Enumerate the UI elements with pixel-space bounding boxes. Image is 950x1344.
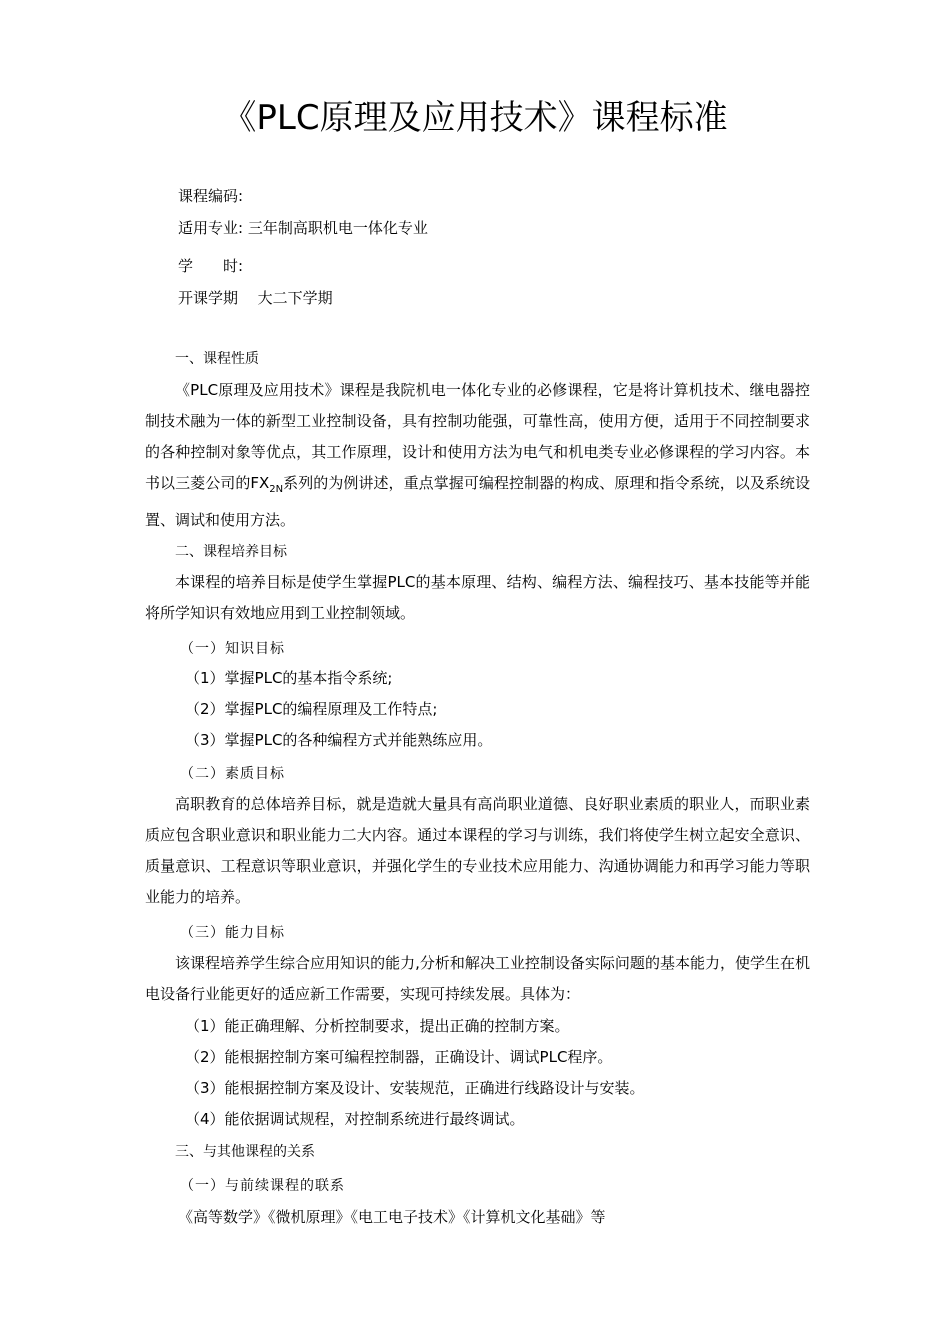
ability-item: （2）能根据控制方案可编程控制器，正确设计、调试PLC程序。: [185, 1048, 613, 1066]
prev-courses-text: 《高等数学》《微机原理》《电工电子技术》《计算机文化基础》等: [178, 1208, 606, 1226]
knowledge-item: （2）掌握PLC的编程原理及工作特点;: [185, 700, 438, 718]
semester-value: 大二下学期: [257, 289, 333, 307]
course-nature-text-b: 系列的为例讲述，重点掌握可编程控制器的构成、原理和指令系统，以及系统设置、调试和使用方法。: [145, 474, 810, 529]
quality-goals-heading: （二）素质目标: [180, 766, 285, 782]
page-title: 《PLC原理及应用技术》课程标准: [222, 98, 728, 138]
major-line: [178, 217, 428, 238]
ability-item: （3）能根据控制方案及设计、安装规范，正确进行线路设计与安装。: [185, 1079, 645, 1097]
ability-goals-heading: （三）能力目标: [180, 925, 285, 941]
course-code-label: 课程编码:: [178, 187, 244, 205]
semester-label: 开课学期: [178, 289, 239, 307]
series-subscript: 2N: [269, 484, 284, 495]
hours-label: 学 时:: [178, 257, 244, 275]
quality-paragraph: 高职教育的总体培养目标，就是造就大量具有高尚职业道德、良好职业素质的职业人，而职业素质应包含职业意识和职业能力二大内容。通过本课程的学习与训练，我们将使学生树立起安全意识、质量意识、工程意识等职业意识，并强化学生的专业技术应用能力、沟通协调能力和再学习能力等职业能力的培养。: [145, 795, 810, 906]
hours-line: [178, 255, 243, 276]
section-heading-relations: 三、与其他课程的关系: [175, 1144, 315, 1160]
ability-paragraph: 该课程培养学生综合应用知识的能力,分析和解决工业控制设备实际问题的基本能力，使学生在机电设备行业能更好的适应新工作需要，实现可持续发展。具体为：: [145, 954, 810, 1003]
goals-paragraph: 本课程的培养目标是使学生掌握PLC的基本原理、结构、编程方法、编程技巧、基本技能等并能将所学知识有效地应用到工业控制领域。: [145, 573, 810, 622]
knowledge-item: （3）掌握PLC的各种编程方式并能熟练应用。: [185, 731, 493, 749]
semester-line: [178, 287, 333, 308]
course-nature-paragraph: [145, 375, 810, 536]
prev-courses-heading: （一）与前续课程的联系: [180, 1178, 345, 1194]
ability-item: （1）能正确理解、分析控制要求，提出正确的控制方案。: [185, 1017, 570, 1035]
course-nature-text-a: 《PLC原理及应用技术》课程是我院机电一体化专业的必修课程，它是将计算机技术、继电器控制技术融为一体的新型工业控制设备，具有控制功能强，可靠性高，使用方便，适用于不同控制要求的各种控制对象等优点，其工作原理，设计和使用方法为电气和机电类专业必修课程的学习内容。本书以三菱公司的FX: [145, 381, 810, 492]
knowledge-item: （1）掌握PLC的基本指令系统;: [185, 669, 393, 687]
section-heading-goals: 二、课程培养目标: [175, 544, 287, 560]
major-value: 三年制高职机电一体化专业: [247, 219, 428, 237]
course-code-line: [178, 185, 243, 206]
major-label: 适用专业:: [178, 219, 244, 237]
knowledge-goals-heading: （一）知识目标: [180, 641, 285, 657]
ability-item: （4）能依据调试规程，对控制系统进行最终调试。: [185, 1110, 525, 1128]
section-heading-nature: 一、课程性质: [175, 351, 259, 367]
